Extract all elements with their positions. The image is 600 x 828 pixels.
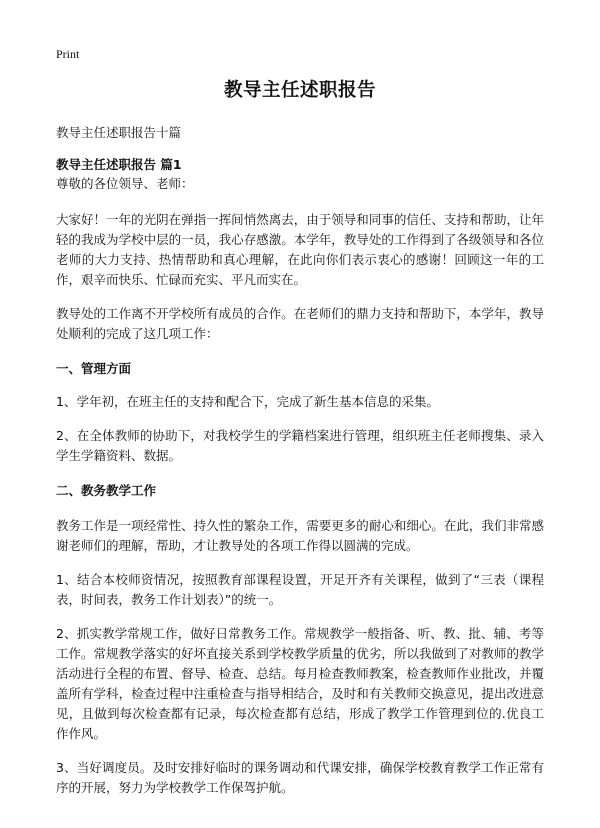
section-title: 教导主任述职报告 篇1 [56, 157, 182, 172]
teaching-item: 2、抓实教学常规工作，做好日常教务工作。常规教学一般指备、听、教、批、辅、考等工作。常规教学落实的好坏直接关系到学校教学质量的优劣，所以我做到了对教师的教学活动进行全程的布置、督导、检查、总结。每月检查教师教案，检查教师作业批改，并覆盖所有学科，检查过程中注重检查与指导相结合，及时和有关教师交换意见，提出改进意见，且做到每次检查都有记录，每次检查都有总结，形成了教学工作管理到位的.优良工作作风。 [56, 626, 544, 741]
cooperation-paragraph: 教导处的工作离不开学校所有成员的合作。在老师们的鼎力支持和帮助下，本学年，教导处顺利的完成了这几项工作： [56, 306, 544, 341]
greeting: 尊敬的各位领导、老师： [56, 176, 194, 191]
teaching-intro-paragraph: 教务工作是一项经常性、持久性的繁杂工作，需要更多的耐心和细心。在此，我们非常感谢老师们的理解，帮助，才让教导处的各项工作得以圆满的完成。 [56, 518, 544, 553]
management-item: 1、学年初，在班主任的支持和配合下，完成了新生基本信息的采集。 [56, 394, 439, 409]
management-item: 2、在全体教师的协助下，对我校学生的学籍档案进行管理，组织班主任老师搜集、录入学生学籍资料、数据。 [56, 428, 544, 463]
print-link[interactable]: Print [56, 47, 80, 61]
document-subtitle: 教导主任述职报告十篇 [56, 125, 182, 140]
heading-management: 一、管理方面 [56, 361, 132, 376]
teaching-item: 1、结合本校师资情况，按照教育部课程设置，开足开齐有关课程，做到了“三表（课程表，时间表，教务工作计划表）”的统一。 [56, 572, 544, 607]
teaching-item: 3、当好调度员。及时安排好临时的课务调动和代课安排，确保学校教育教学工作正常有序的开展，努力为学校教学工作保驾护航。 [56, 760, 544, 795]
heading-teaching: 二、教务教学工作 [56, 483, 157, 498]
intro-paragraph: 大家好！一年的光阴在弹指一挥间悄然离去，由于领导和同事的信任、支持和帮助，让年轻的我成为学校中层的一员，我心存感激。本学年，教导处的工作得到了各级领导和各位老师的大力支持、热情帮助和真心理解，在此向你们表示衷心的感谢！回顾这一年的工作，艰辛而快乐、忙碌而充实、平凡而实在。 [56, 212, 544, 287]
page-title: 教导主任述职报告 [223, 80, 376, 101]
